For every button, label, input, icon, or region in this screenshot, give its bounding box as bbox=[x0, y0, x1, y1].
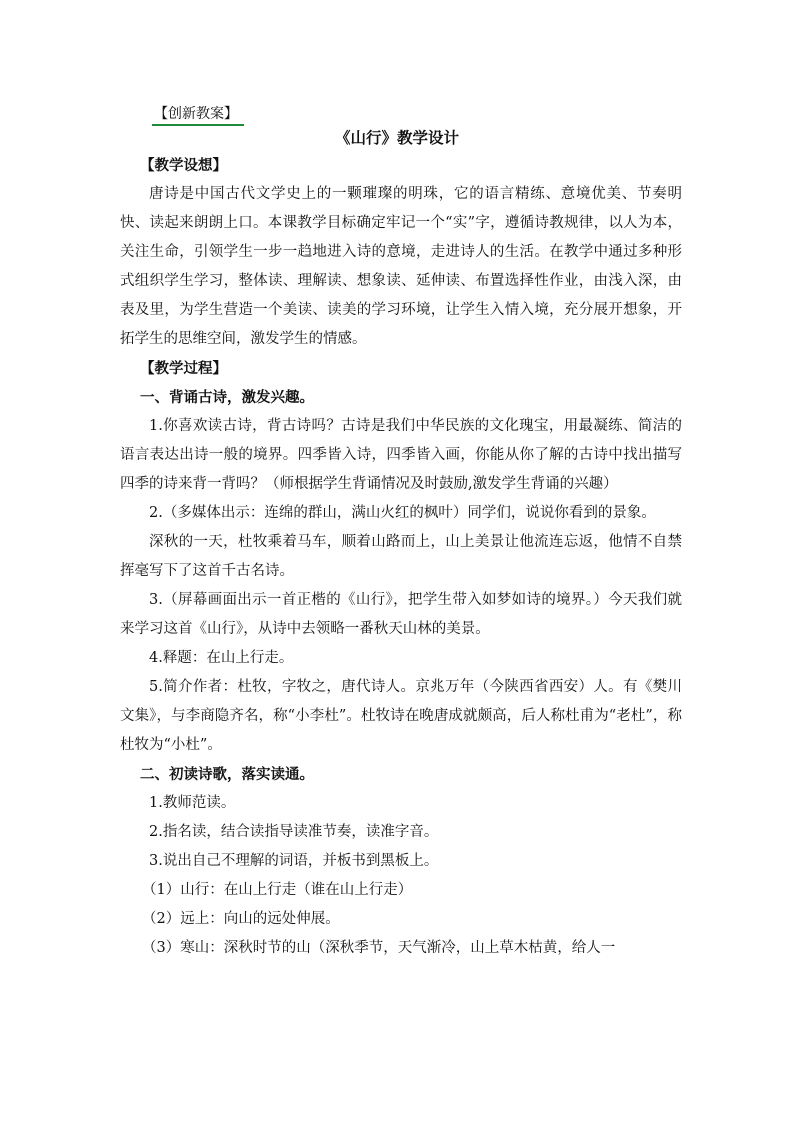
section-heading-idea: 【教学设想】 bbox=[140, 157, 227, 174]
part-heading-2: 二、初读诗歌，落实读通。 bbox=[140, 766, 314, 783]
paragraph-3: 3.（屏幕画面出示一首正楷的《山行》，把学生带入如梦如诗的境界。）今天我们就来学习这首《山行》，从诗中去领略一番秋天山林的美景。 bbox=[120, 592, 682, 637]
word-item-3: （3）寒山：深秋时节的山（深秋季节，天气渐冷，山上草木枯黄，给人一 bbox=[142, 940, 616, 956]
section-heading-process: 【教学过程】 bbox=[140, 360, 227, 377]
paragraph-2: 2.（多媒体出示：连绵的群山，满山火红的枫叶）同学们，说说你看到的景象。 bbox=[149, 505, 656, 521]
paragraph-5: 5.简介作者：杜牧，字牧之，唐代诗人。京兆万年（今陕西省西安）人。有《樊川文集》，与李商隐齐名，称“小李杜”。杜牧诗在晚唐成就颇高，后人称杜甫为“老杜”，称杜牧为“小杜”。 bbox=[120, 679, 682, 753]
paragraph-1: 1.你喜欢读古诗，背古诗吗？古诗是我们中华民族的文化瑰宝，用最凝练、简洁的语言表达出诗一般的境界。四季皆入诗，四季皆入画，你能从你了解的古诗中找出描写四季的诗来背一背吗？（师根据学生背诵情况及时鼓励,激发学生背诵的兴趣） bbox=[120, 418, 682, 492]
word-item-1: （1）山行：在山上行走（谁在山上行走） bbox=[142, 882, 413, 898]
paragraph-idea: 唐诗是中国古代文学史上的一颗璀璨的明珠，它的语言精练、意境优美、节奏明快、读起来朗朗上口。本课教学目标确定牢记一个“实”字，遵循诗教规律，以人为本，关注生命，引领学生一步一趋地进入诗的意境，走进诗人的生活。在教学中通过多种形式组织学生学习，整体读、理解读、想象读、延伸读、布置选择性作业，由浅入深，由表及里，为学生营造一个美读、读美的学习环境，让学生入情入境，充分展开想象，开拓学生的思维空间，激发学生的情感。 bbox=[120, 186, 682, 347]
list-item-2: 2.指名读，结合读指导读准节奏，读准字音。 bbox=[149, 824, 439, 840]
document-title: 《山行》教学设计 bbox=[334, 128, 459, 147]
paragraph-4: 4.释题：在山上行走。 bbox=[149, 650, 294, 666]
paragraph-2b: 深秋的一天，杜牧乘着马车，顺着山路而上，山上美景让他流连忘返，他情不自禁挥毫写下了这首千古名诗。 bbox=[120, 534, 682, 579]
part-heading-1: 一、背诵古诗，激发兴趣。 bbox=[140, 389, 314, 406]
list-item-1: 1.教师范读。 bbox=[149, 795, 236, 811]
document-tag: 【创新教案】 bbox=[152, 104, 244, 126]
word-item-2: （2）远上：向山的远处伸展。 bbox=[142, 911, 340, 927]
list-item-3: 3.说出自己不理解的词语，并板书到黑板上。 bbox=[149, 853, 439, 869]
document-body bbox=[120, 151, 682, 963]
